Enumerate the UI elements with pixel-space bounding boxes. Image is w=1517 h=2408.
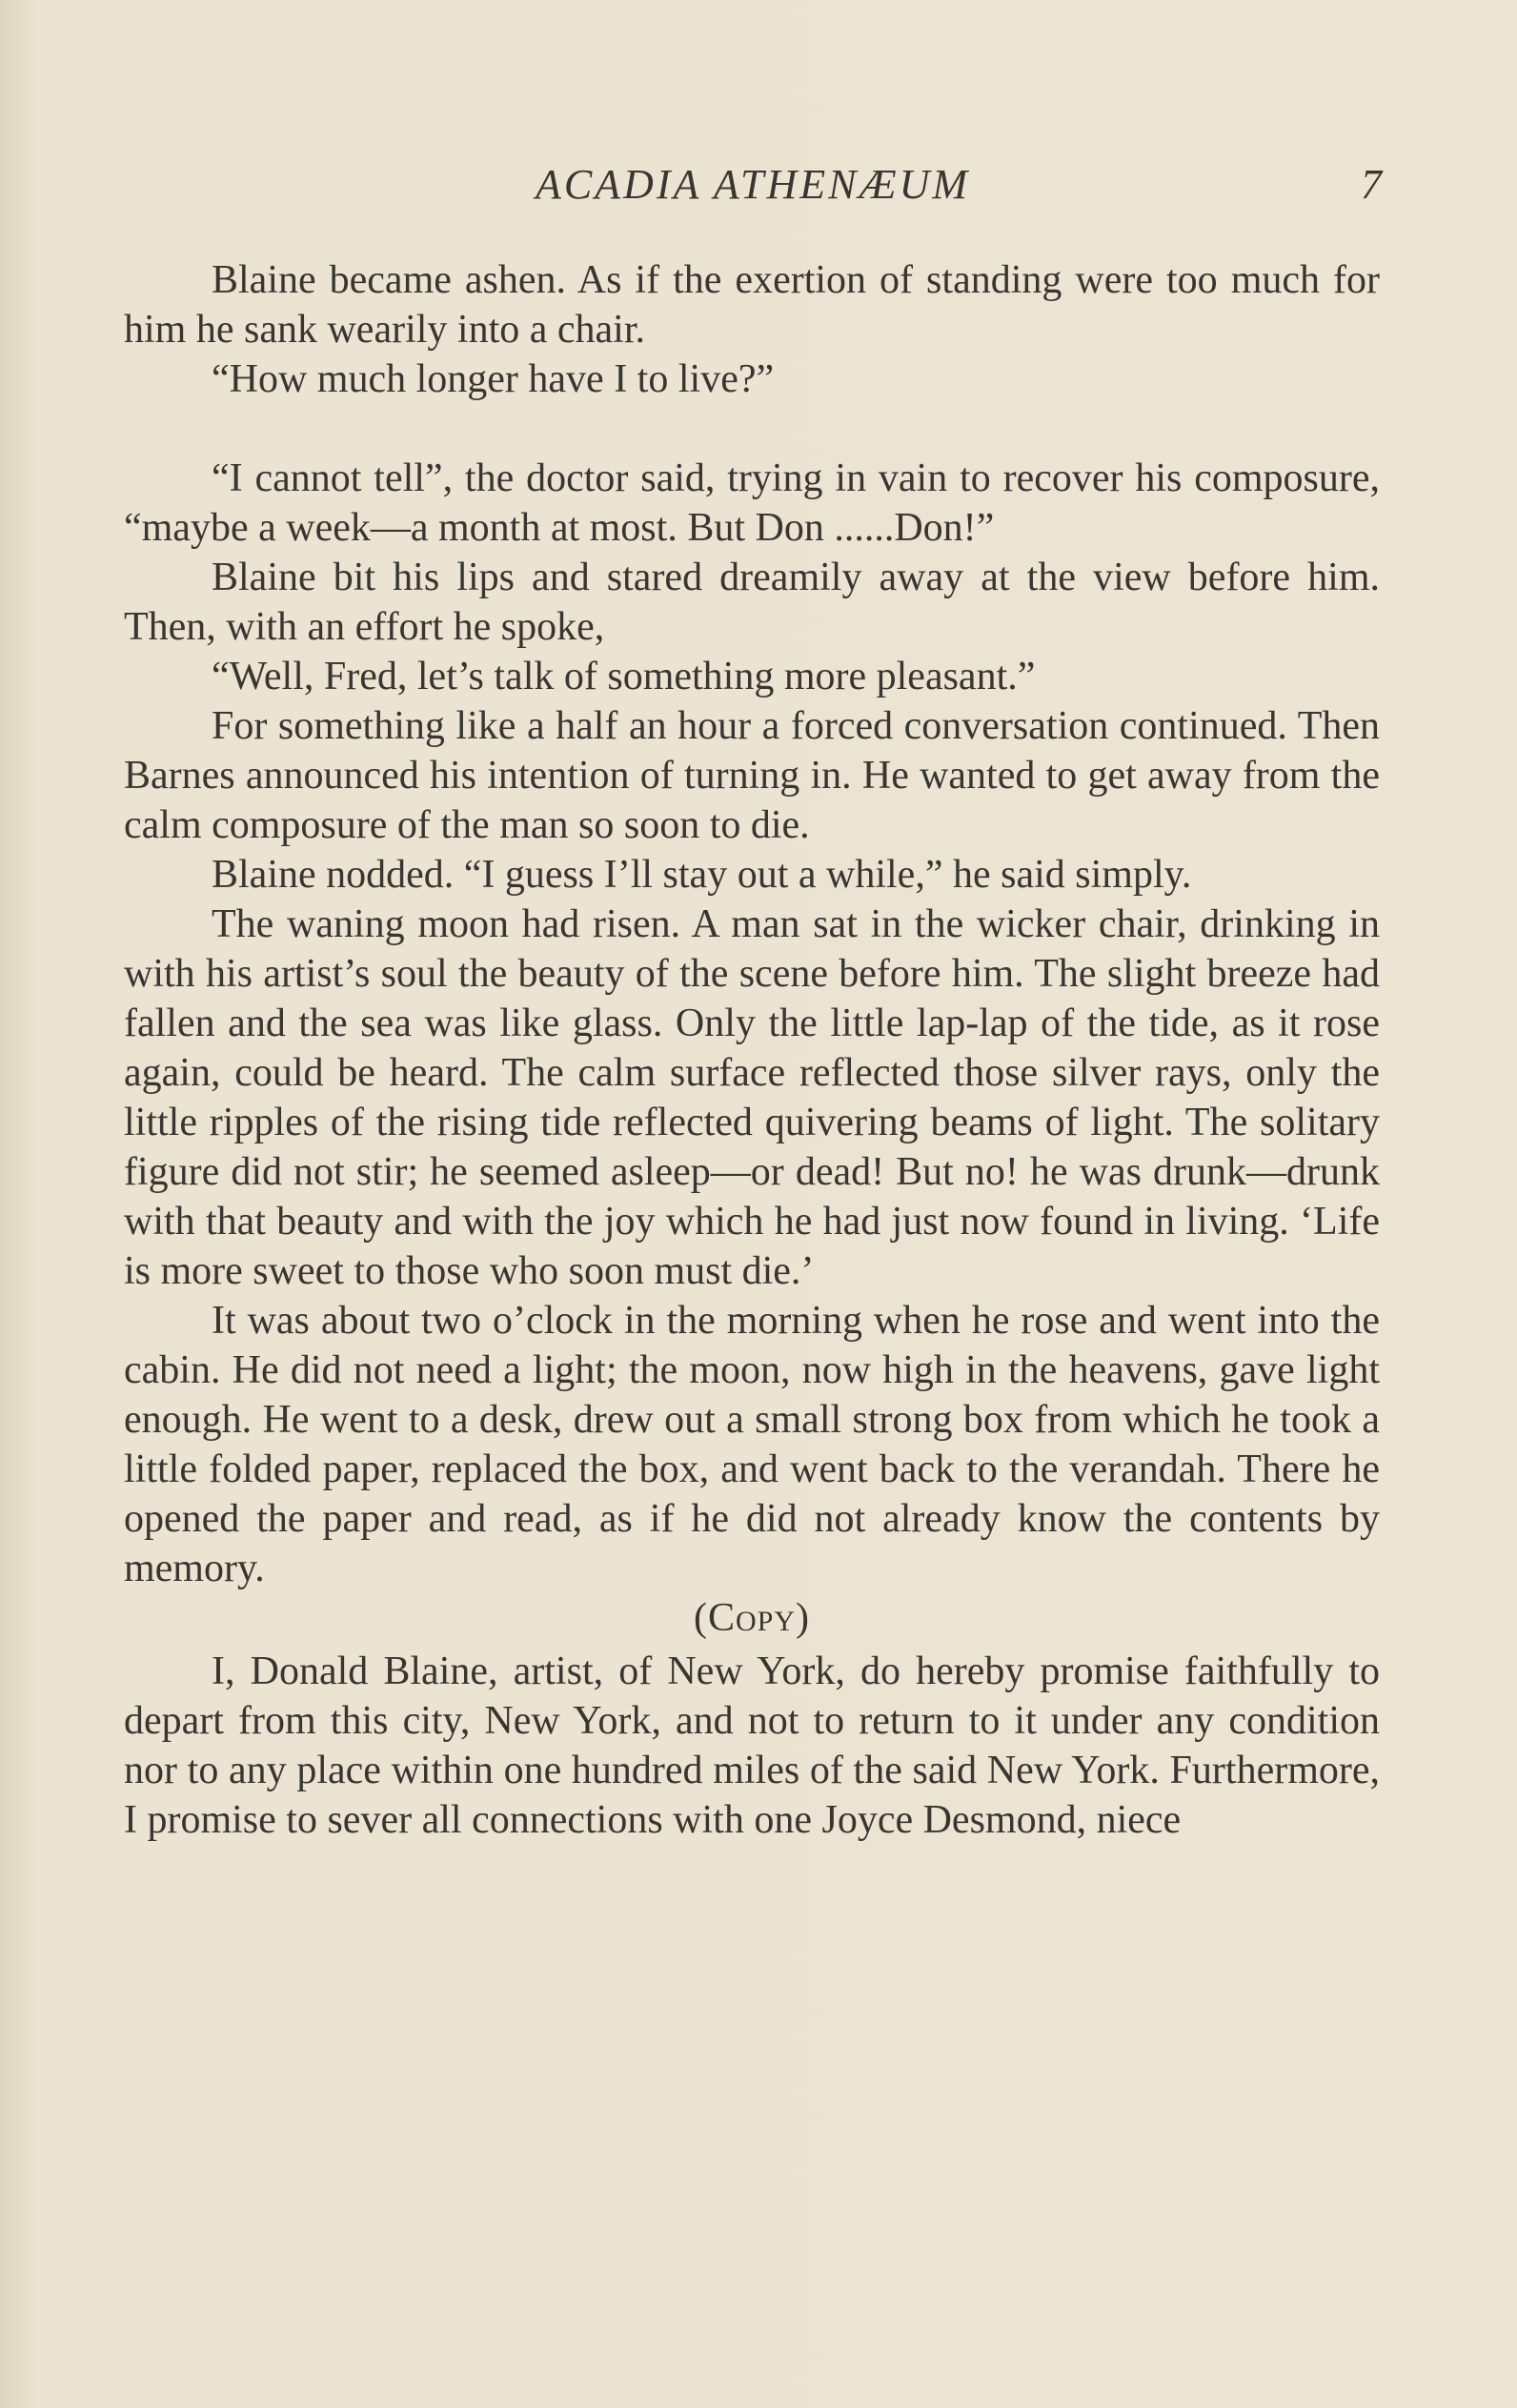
body-text <box>124 255 1380 1845</box>
paragraph: “I cannot tell”, the doctor said, trying in vain to recover his composure, “maybe a week—a month at most. But Don ......Don!” <box>124 456 1380 550</box>
paragraph: For something like a half an hour a forced conversation continued. Then Barnes announced his intention of turning in. He wanted to get away from the calm composure of the man so soon to die. <box>124 704 1380 847</box>
paragraph: “Well, Fred, let’s talk of something more pleasant.” <box>212 655 1036 698</box>
paragraph: The waning moon had risen. A man sat in the wicker chair, drinking in with his artist’s soul the beauty of the scene before him. The slight breeze had fallen and the sea was like glass. Only the little lap-lap of the tide, as it rose again, could be heard. The calm surface reflected those silver rays, only the little ripples of the rising tide reflected quivering beams of light. The solitary figure did not stir; he seemed asleep—or dead! But no! he was drunk—drunk with that beauty and with the joy which he had just now found in living. ‘Life is more sweet to those who soon must die.’ <box>124 902 1380 1293</box>
paragraph: Blaine became ashen. As if the exertion of standing were too much for him he sank wearily into a chair. <box>124 258 1380 352</box>
paragraph: Blaine bit his lips and stared dreamily away at the view before him. Then, with an effort he spoke, <box>124 556 1380 649</box>
copy-small-caps: OPY <box>735 1606 796 1637</box>
paragraph: Blaine nodded. “I guess I’ll stay out a while,” he said simply. <box>212 853 1192 897</box>
page-header <box>124 160 1382 217</box>
copy-heading <box>124 1593 1380 1647</box>
paragraph: It was about two o’clock in the morning when he rose and went into the cabin. He did not need a light; the moon, now high in the heavens, gave light enough. He went to a desk, drew out a small strong box from which he took a little folded paper, replaced the box, and went back to the verandah. There he opened the paper and read, as if he did not already know the contents by memory. <box>124 1299 1380 1590</box>
running-title: ACADIA ATHENÆUM <box>535 161 971 208</box>
copy-close: ) <box>796 1596 810 1640</box>
page-number: 7 <box>1361 161 1382 208</box>
copy-open: (C <box>693 1596 736 1640</box>
paragraph: I, Donald Blaine, artist, of New York, do hereby promise faithfully to depart from this city, New York, and not to return to it under any condition nor to any place within one hundred miles of the said New York. Furthermore, I promise to sever all connections with one Joyce Desmond, niece <box>124 1649 1380 1842</box>
paragraph: “How much longer have I to live?” <box>212 357 775 401</box>
